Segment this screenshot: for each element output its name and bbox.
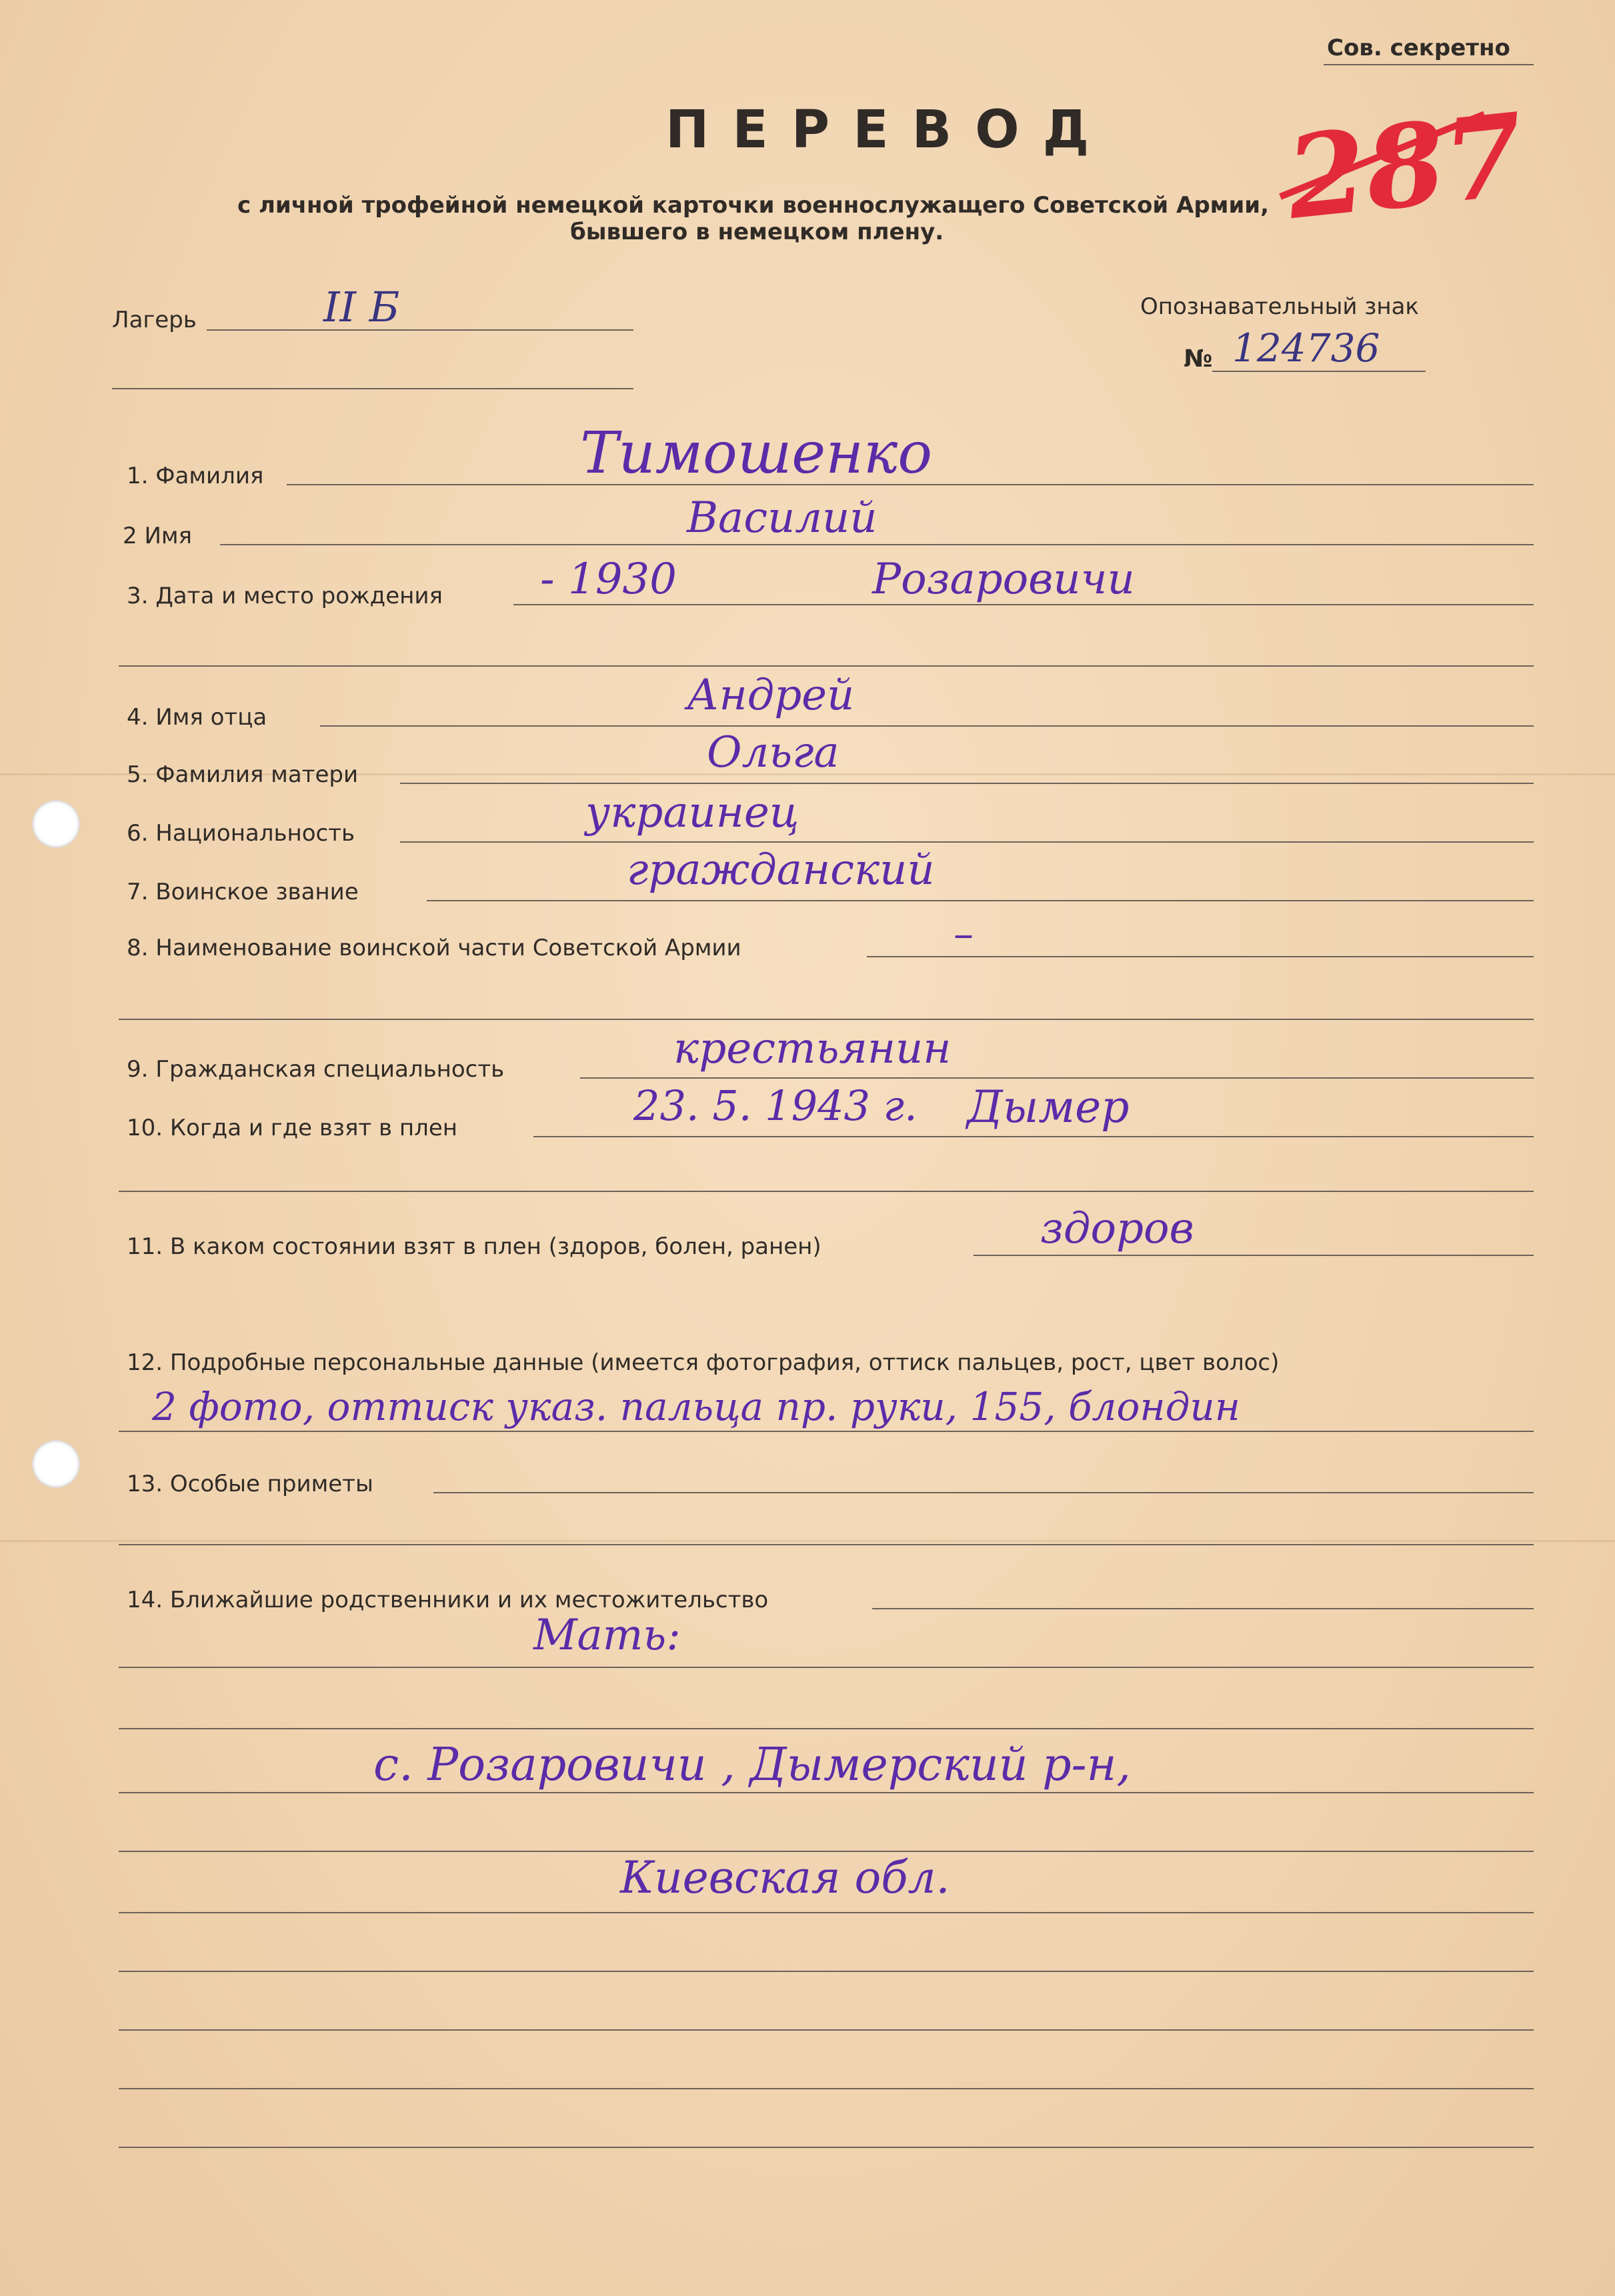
- field-8-line-2: [119, 1019, 1534, 1020]
- id-mark-label: Опознавательный знак: [1140, 293, 1419, 320]
- field-14-label: 14. Ближайшие родственники и их местожительство: [127, 1587, 769, 1613]
- field-9-value: крестьянин: [673, 1024, 952, 1073]
- field-13-label: 13. Особые приметы: [127, 1471, 373, 1497]
- field-3-label: 3. Дата и место рождения: [127, 583, 443, 609]
- field-8-label: 8. Наименование воинской части Советской Армии: [127, 935, 741, 961]
- field-10-line: [533, 1136, 1534, 1137]
- field-4-line: [320, 725, 1534, 727]
- field-3-line-2: [119, 665, 1534, 667]
- field-12-value: 2 фото, оттиск указ. пальца пр. руки, 155, блондин: [152, 1384, 1240, 1429]
- punch-hole: [32, 800, 80, 848]
- field-14-line-2: [119, 1667, 1534, 1668]
- classification-underline: [1324, 64, 1534, 65]
- field-13-line-2: [119, 1544, 1534, 1545]
- field-2-value: Василий: [687, 493, 878, 543]
- field-3-line: [513, 604, 1534, 605]
- field-14-line-10: [119, 2147, 1534, 2148]
- field-9-label: 9. Гражданская специальность: [127, 1056, 505, 1083]
- red-pencil-number: 287: [1280, 88, 1530, 245]
- field-2-line: [220, 544, 1534, 545]
- field-5-line: [400, 783, 1534, 784]
- field-12-line: [119, 1431, 1534, 1432]
- field-7-value: гражданский: [627, 845, 935, 895]
- id-mark-line: [1212, 371, 1426, 372]
- field-3-place: Розаровичи: [872, 555, 1135, 604]
- document-title: П Е Р Е В О Д: [665, 100, 1092, 160]
- field-4-label: 4. Имя отца: [127, 704, 267, 731]
- field-3-date: - 1930: [540, 555, 677, 604]
- field-10-date: 23. 5. 1943 г.: [633, 1081, 918, 1130]
- paper-fold: [0, 1540, 1615, 1542]
- field-4-value: Андрей: [687, 671, 855, 720]
- field-14-line-8: [119, 2029, 1534, 2031]
- field-11-label: 11. В каком состоянии взят в плен (здоров, болен, ранен): [127, 1233, 822, 1260]
- punch-hole: [32, 1440, 80, 1488]
- id-mark-number: 124736: [1232, 325, 1380, 371]
- field-14-region: Киевская обл.: [620, 1852, 950, 1903]
- field-11-line: [974, 1255, 1534, 1256]
- field-14-address: с. Розаровичи , Дымерский р-н,: [373, 1739, 1132, 1791]
- field-1-value: Тимошенко: [580, 420, 932, 487]
- field-12-label: 12. Подробные персональные данные (имеется фотография, оттиск пальцев, рост, цвет волос): [127, 1349, 1280, 1376]
- field-7-label: 7. Воинское звание: [127, 879, 359, 905]
- field-14-line: [872, 1608, 1534, 1609]
- camp-line-2: [112, 388, 633, 389]
- document-subtitle-line2: бывшего в немецком плену.: [570, 219, 944, 245]
- field-6-line: [400, 841, 1534, 843]
- field-14-line-7: [119, 1971, 1534, 1972]
- camp-line: [207, 329, 633, 331]
- field-14-line-6: [119, 1912, 1534, 1913]
- field-11-value: здоров: [1040, 1204, 1194, 1253]
- field-6-label: 6. Национальность: [127, 820, 355, 847]
- field-10-place: Дымер: [967, 1081, 1130, 1133]
- field-14-line-3: [119, 1728, 1534, 1729]
- field-14-relative: Мать:: [533, 1611, 681, 1660]
- field-5-label: 5. Фамилия матери: [127, 761, 359, 788]
- field-14-line-4: [119, 1792, 1534, 1793]
- field-9-line: [580, 1077, 1534, 1079]
- field-10-line-2: [119, 1191, 1534, 1192]
- field-2-label: 2 Имя: [123, 523, 192, 549]
- field-13-line: [433, 1492, 1534, 1493]
- field-1-label: 1. Фамилия: [127, 463, 264, 489]
- document-subtitle-line1: с личной трофейной немецкой карточки военнослужащего Советской Армии,: [237, 192, 1270, 219]
- field-10-label: 10. Когда и где взят в плен: [127, 1115, 457, 1141]
- field-14-line-9: [119, 2088, 1534, 2089]
- field-8-value: –: [954, 911, 974, 957]
- classification-label: Сов. секретно: [1327, 35, 1510, 61]
- camp-value: II Б: [323, 283, 400, 331]
- field-6-value: украинец: [585, 788, 799, 837]
- field-7-line: [427, 900, 1534, 901]
- camp-label: Лагерь: [112, 307, 197, 333]
- id-mark-number-prefix: №: [1184, 345, 1213, 373]
- field-5-value: Ольга: [707, 728, 840, 777]
